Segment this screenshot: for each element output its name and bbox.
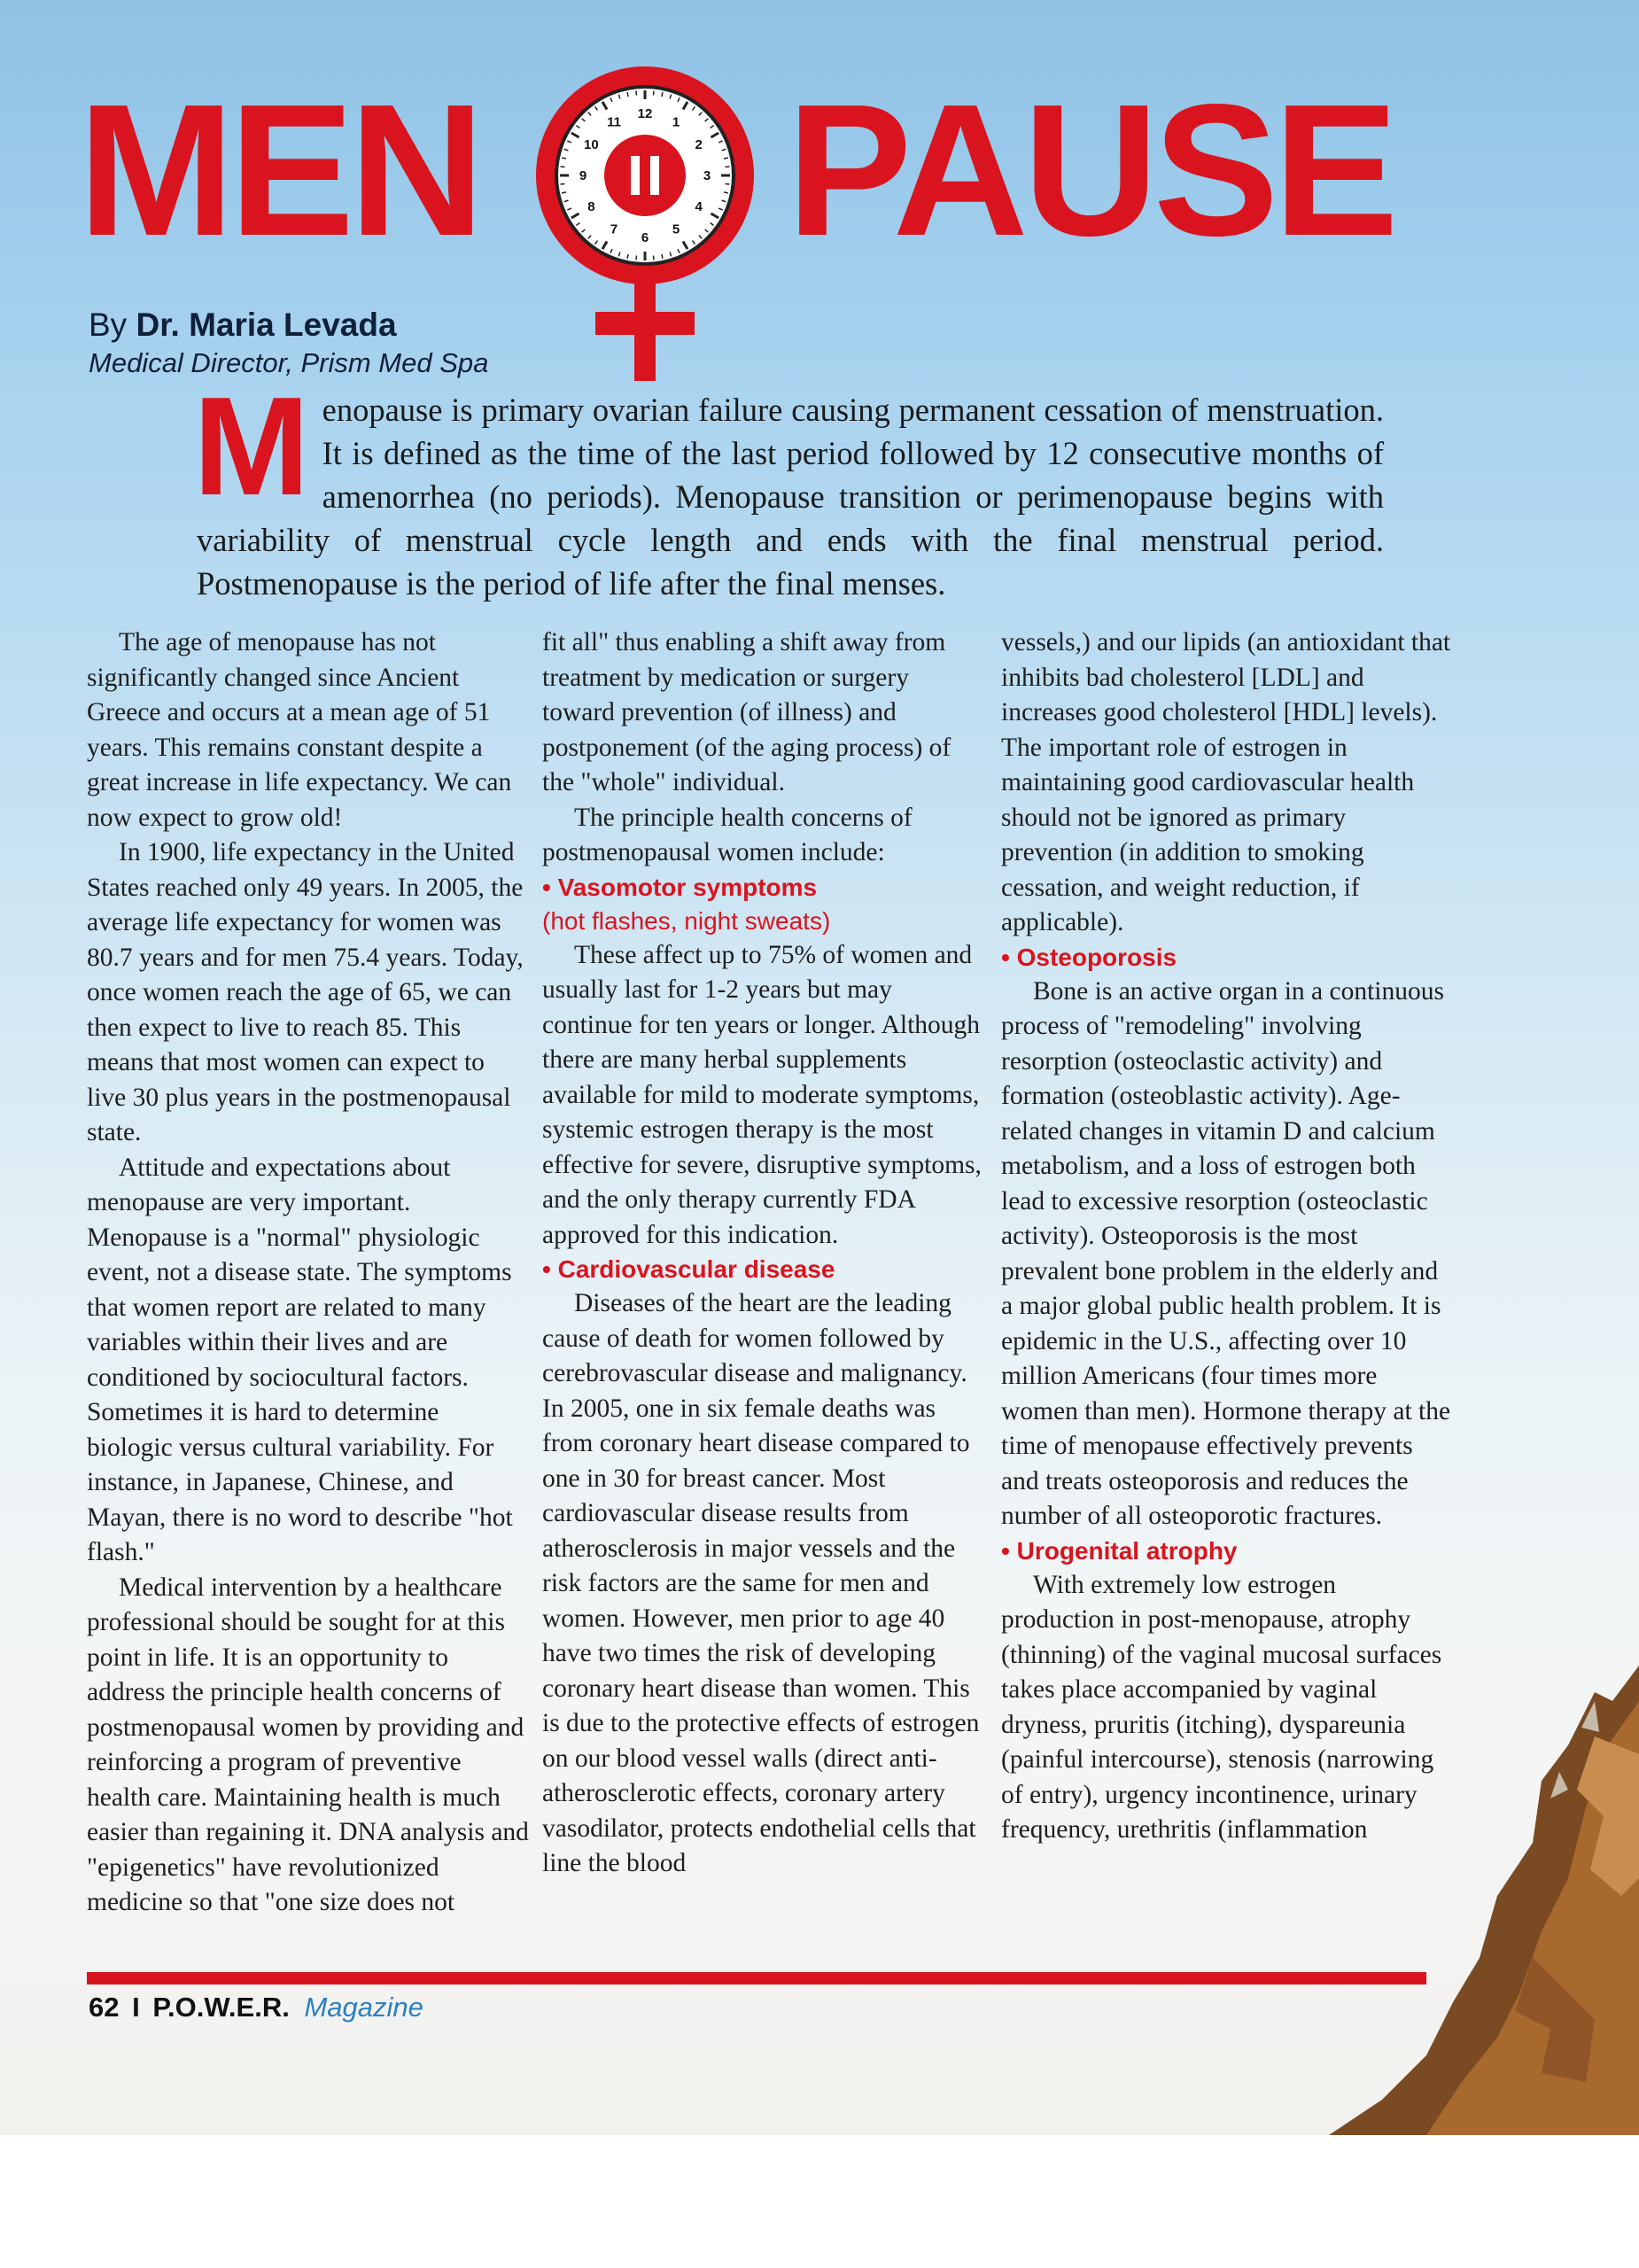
byline-prefix: By [89, 307, 136, 343]
drop-cap: M [193, 369, 310, 524]
page-footer [89, 1992, 423, 2023]
paragraph: In 1900, life expectancy in the United States reached only 49 years. In 2005, the average life expectancy for women was 80.7 years and for men 75.4 years. Today, once women reach the age of 65, we can then expect to live to reach 85. This means that most women can expect to live 30 plus years in the postmenopausal state. [87, 838, 524, 1146]
clock-tick [662, 254, 663, 259]
clock-tick [654, 256, 655, 260]
clock-numeral: 5 [672, 221, 680, 237]
clock-tick [562, 192, 566, 193]
author-role: Medical Director, Prism Med Spa [89, 347, 489, 378]
paragraph: Attitude and expectations about menopause are very important. Menopause is a "normal" physiologic event, not a disease state. The symptoms that women report are related to many variables within their lives and are conditioned by sociocultural factors. Sometimes it is hard to determine biologic versus cultural variability. For instance, in Japanese, Chinese, and Mayan, there is no word to describe "hot flash." [87, 1153, 513, 1566]
clock-tick [724, 192, 728, 193]
clock-tick [726, 184, 730, 185]
subhead-vasomotor: • Vasomotor symptoms [542, 871, 985, 905]
clock-tick [562, 158, 566, 159]
paragraph: With extremely low estrogen production in post-menopause, atrophy (thinning) of the vaginal mucosal surfaces takes place accompanied by vaginal dryness, pruritis (itching), dyspareunia (painful intercourse), stenosis (narrowing of entry), urgency incontinence, urinary frequency, urethritis (inflammation [1001, 1570, 1442, 1844]
subhead-urogenital: • Urogenital atrophy [1001, 1534, 1453, 1568]
title-men: MEN [78, 65, 480, 275]
clock-tick [627, 92, 628, 97]
paragraph: Bone is an active organ in a continuous process of "remodeling" involving resorption (osteoclastic activity) and formation (osteoblastic activity). Age-related changes in vitamin D and calcium metabolism, and a loss of estrogen both lead to excessive resorption (osteoclastic activity). Osteoporosis is the most prevalent bone problem in the elderly and a major global public health problem. It is epidemic in the U.S., affecting over 10 million Americans (four times more women than men). Hormone therapy at the time of menopause effectively prevents and treats osteoporosis and reduces the number of all osteoporotic fractures. [1001, 976, 1451, 1530]
clock-tick [636, 91, 637, 96]
intro-text: enopause is primary ovarian failure causing permanent cessation of menstruation. It is defined as the time of the last period followed by 12 consecutive months of amenorrhea (no periods). Menopause transition or perimenopause begins with variability of menstrual cycle length and ends with the final menstrual period. Postmenopause is the period of life after the final menses. [197, 392, 1384, 602]
column-1 [87, 625, 530, 1921]
footer-rule [87, 1972, 1426, 1984]
subhead-vasomotor-note: (hot flashes, night sweats) [542, 906, 831, 935]
column-2 [542, 625, 985, 1882]
clock-numeral: 3 [703, 168, 711, 183]
paragraph: Medical intervention by a healthcare professional should be sought for at this point in life. It is an opportunity to address the principle health concerns of postmenopausal women by providing and reinforcing a program of preventive health care. Maintaining health is much easier than regaining it. DNA analysis and "epigenetics" have revolutionized medicine so that "one size does not [87, 1573, 529, 1916]
clock-numeral: 11 [607, 114, 621, 130]
paragraph: The age of menopause has not significantly changed since Ancient Greece and occurs at a mean age of 51 years. This remains constant despite a great increase in life expectancy. We can now expect to grow old! [87, 628, 512, 832]
clock-tick [636, 256, 637, 260]
clock-tick [654, 91, 655, 96]
paragraph: fit all" thus enabling a shift away from treatment by medication or surgery toward prevention (of illness) and postponement (of the aging process) of the "whole" individual. [542, 628, 952, 796]
clock-tick [627, 254, 628, 259]
clock-numeral: 7 [610, 221, 618, 237]
clock-tick [561, 184, 565, 185]
pause-button-icon [604, 135, 686, 216]
column-3 [1001, 625, 1453, 1848]
magazine-name: P.O.W.E.R. [152, 1992, 290, 2023]
intro-paragraph [193, 369, 1384, 605]
magazine-label: Magazine [304, 1992, 423, 2023]
clock-numeral: 4 [695, 199, 703, 214]
clock-numeral: 12 [637, 106, 653, 121]
female-symbol-clock-icon [530, 60, 760, 388]
rock-formation-image [1329, 1666, 1639, 2135]
subhead-osteoporosis: • Osteoporosis [1001, 941, 1453, 975]
clock-numeral: 8 [587, 199, 595, 214]
author-name: Dr. Maria Levada [136, 307, 397, 343]
clock-tick [662, 92, 663, 97]
title-pause: PAUSE [787, 65, 1394, 275]
footer-separator: I [132, 1992, 140, 2023]
clock-numeral: 6 [641, 230, 649, 245]
clock-numeral: 2 [695, 137, 703, 152]
clock-numeral: 10 [584, 137, 599, 152]
paragraph: These affect up to 75% of women and usually last for 1-2 years but may continue for ten years or longer. Although there are many herbal supplements available for mild to moderate symptoms, systemic estrogen therapy is the most effective for severe, disruptive symptoms, and the only therapy currently FDA approved for this indication. [542, 940, 982, 1249]
clock-numeral: 1 [672, 114, 680, 130]
paragraph: vessels,) and our lipids (an antioxidant that inhibits bad cholesterol [LDL] and increases good cholesterol [HDL] levels). The important role of estrogen in maintaining good cardiovascular health should not be ignored as primary prevention (in addition to smoking cessation, and weight reduction, if applicable). [1001, 628, 1451, 936]
page-number: 62 [89, 1992, 120, 2023]
subhead-cardiovascular: • Cardiovascular disease [542, 1253, 985, 1286]
clock-numeral: 9 [579, 168, 587, 183]
paragraph: Diseases of the heart are the leading cause of death for women followed by cerebrovascular disease and malignancy. In 2005, one in six female deaths was from coronary heart disease compared to one in 30 for breast cancer. Most cardiovascular disease results from atherosclerosis in major vessels and the risk factors are the same for men and women. However, men prior to age 40 have two times the risk of developing coronary heart disease than women. This is due to the protective effects of estrogen on our blood vessel walls (direct anti-atherosclerotic effects, coronary artery vasodilator, protects endothelial cells that line the blood [542, 1289, 980, 1877]
clock-tick [724, 158, 728, 159]
paragraph: The principle health concerns of postmenopausal women include: [542, 803, 913, 866]
